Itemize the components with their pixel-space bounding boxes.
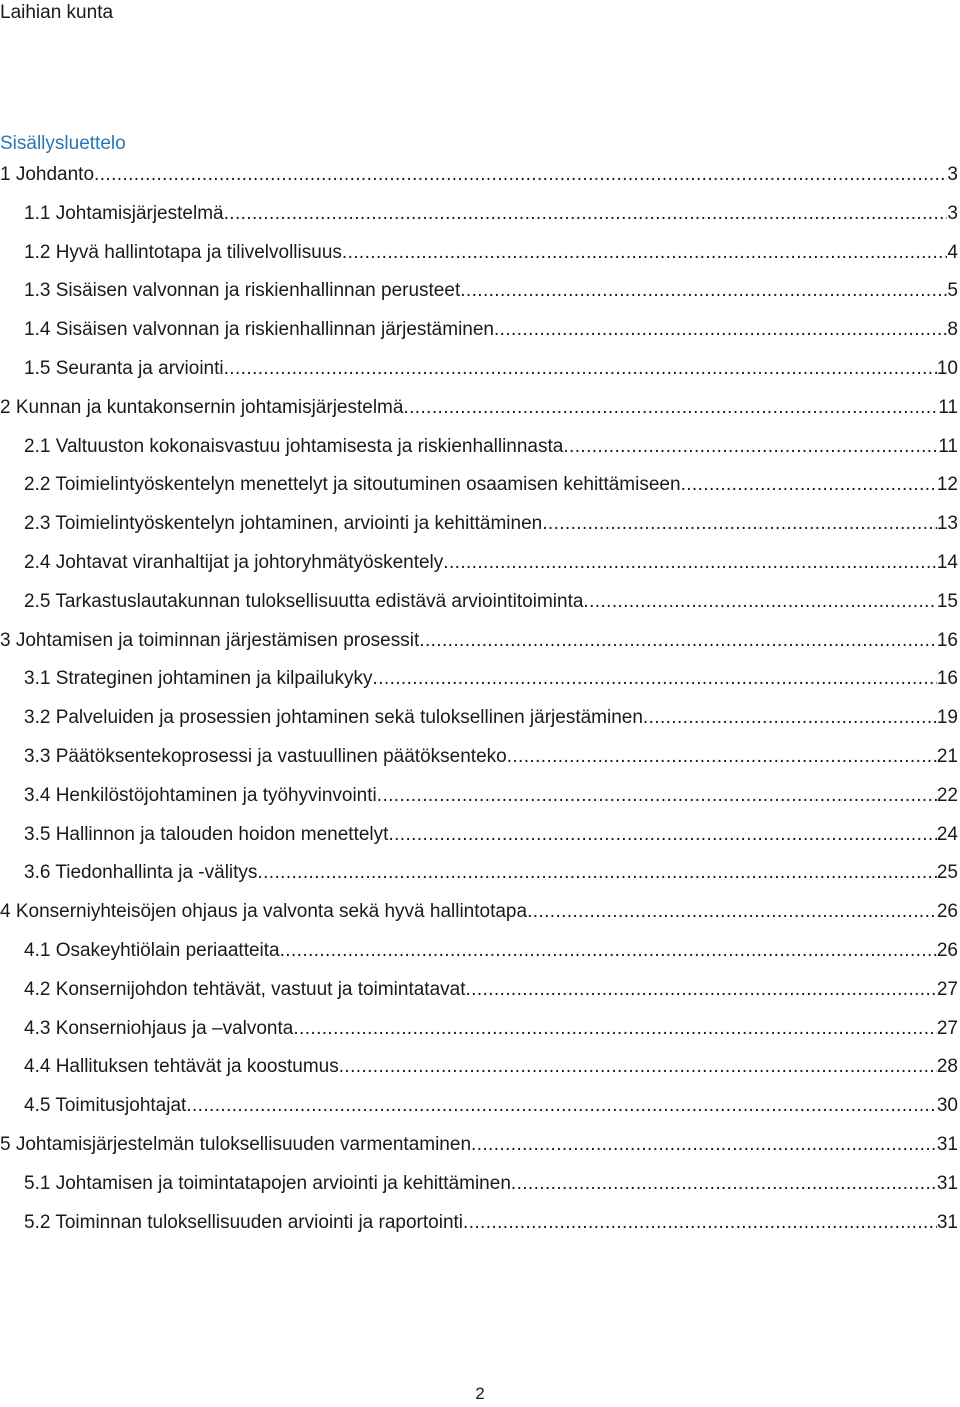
toc-entry-page: 16	[936, 668, 958, 690]
toc-entry-page: 25	[936, 862, 958, 884]
toc-entry-page: 11	[938, 396, 958, 418]
toc-dot-leader	[507, 744, 937, 770]
toc-entry-page: 31	[936, 1172, 958, 1194]
toc-entry-page: 16	[936, 629, 958, 651]
toc-entry-text: 2.3 Toimielintyöskentelyn johtaminen, arviointi ja kehittäminen	[24, 513, 543, 535]
toc-entry[interactable]	[0, 666, 958, 705]
toc-dot-leader	[643, 705, 937, 731]
toc-entry-page: 24	[936, 823, 958, 845]
toc-dot-leader	[471, 1132, 937, 1158]
toc-entry-text: 2.1 Valtuuston kokonaisvastuu johtamisesta ja riskienhallinnasta	[24, 435, 564, 457]
toc-entry-text: 5 Johtamisjärjestelmän tuloksellisuuden varmentaminen	[0, 1133, 472, 1155]
toc-entry-page: 31	[936, 1133, 958, 1155]
toc-dot-leader	[94, 162, 947, 188]
toc-dot-leader	[373, 666, 937, 692]
toc-entry-text: 3.2 Palveluiden ja prosessien johtaminen sekä tuloksellinen järjestäminen	[24, 707, 643, 729]
toc-entry[interactable]	[0, 783, 958, 822]
toc-entry[interactable]	[0, 472, 958, 511]
toc-entry-page: 4	[947, 241, 958, 263]
toc-entry[interactable]	[0, 628, 958, 667]
toc-entry[interactable]	[0, 356, 958, 395]
toc-entry-text: 1.5 Seuranta ja arviointi	[24, 357, 224, 379]
toc-entry[interactable]	[0, 511, 958, 550]
toc-entry-text: 5.2 Toiminnan tuloksellisuuden arviointi ja raportointi	[24, 1211, 464, 1233]
toc-entry-page: 12	[936, 474, 958, 496]
toc-title: Sisällysluettelo	[0, 133, 126, 154]
toc-entry-text: 4.5 Toimitusjohtajat	[24, 1095, 187, 1117]
toc-entry-page: 8	[947, 319, 958, 341]
toc-entry-text: 1.1 Johtamisjärjestelmä	[24, 202, 224, 224]
toc-dot-leader	[280, 938, 937, 964]
toc-entry[interactable]	[0, 201, 958, 240]
toc-entry-page: 13	[936, 513, 958, 535]
toc-entry[interactable]	[0, 899, 958, 938]
toc-entry-text: 2.2 Toimielintyöskentelyn menettelyt ja sitoutuminen osaamisen kehittämiseen	[24, 474, 681, 496]
toc-entry-text: 2.4 Johtavat viranhaltijat ja johtoryhmätyöskentely	[24, 551, 444, 573]
toc-entry[interactable]	[0, 1171, 958, 1210]
toc-entry[interactable]	[0, 822, 958, 861]
toc-entry[interactable]	[0, 162, 958, 201]
toc-entry-text: 4.1 Osakeyhtiölain periaatteita	[24, 939, 280, 961]
toc-entry-page: 27	[936, 1017, 958, 1039]
toc-entry[interactable]	[0, 434, 958, 473]
toc-entry-text: 1 Johdanto	[0, 164, 95, 185]
toc-entry[interactable]	[0, 1210, 958, 1249]
toc-dot-leader	[527, 899, 937, 925]
table-of-contents	[0, 162, 958, 1248]
toc-dot-leader	[293, 1016, 937, 1042]
toc-dot-leader	[443, 550, 937, 576]
toc-entry[interactable]	[0, 705, 958, 744]
toc-dot-leader	[542, 511, 937, 537]
toc-dot-leader	[681, 472, 937, 498]
toc-entry[interactable]	[0, 860, 958, 899]
toc-entry-page: 10	[936, 357, 958, 379]
toc-entry-page: 19	[936, 707, 958, 729]
document-header: Laihian kunta	[0, 2, 114, 23]
toc-entry-text: 3.3 Päätöksentekoprosessi ja vastuullinen päätöksenteko	[24, 745, 507, 767]
toc-dot-leader	[186, 1093, 937, 1119]
toc-dot-leader	[563, 434, 938, 460]
toc-dot-leader	[388, 822, 936, 848]
toc-entry[interactable]	[0, 1016, 958, 1055]
toc-entry-text: 3.6 Tiedonhallinta ja -välitys	[24, 862, 258, 884]
toc-dot-leader	[377, 783, 937, 809]
toc-dot-leader	[224, 201, 948, 227]
toc-entry-page: 27	[936, 978, 958, 1000]
toc-entry-text: 1.4 Sisäisen valvonnan ja riskienhallinnan järjestäminen	[24, 319, 494, 341]
toc-entry-text: 5.1 Johtamisen ja toimintatapojen arviointi ja kehittäminen	[24, 1172, 511, 1194]
toc-entry-page: 21	[936, 745, 958, 767]
toc-dot-leader	[342, 240, 948, 266]
toc-entry-page: 5	[947, 280, 958, 302]
toc-entry[interactable]	[0, 977, 958, 1016]
toc-dot-leader	[494, 317, 947, 343]
toc-entry-text: 4.3 Konserniohjaus ja –valvonta	[24, 1017, 294, 1039]
toc-entry[interactable]	[0, 744, 958, 783]
toc-entry-page: 14	[936, 551, 958, 573]
toc-dot-leader	[257, 860, 936, 886]
toc-entry-page: 11	[938, 435, 958, 457]
toc-entry-page: 31	[936, 1211, 958, 1233]
toc-dot-leader	[339, 1054, 937, 1080]
toc-entry-text: 3 Johtamisen ja toiminnan järjestämisen prosessit	[0, 629, 420, 651]
toc-entry[interactable]	[0, 395, 958, 434]
toc-entry-text: 1.3 Sisäisen valvonnan ja riskienhallinnan perusteet	[24, 280, 461, 302]
toc-entry-page: 28	[936, 1056, 958, 1078]
toc-entry[interactable]	[0, 938, 958, 977]
toc-entry-text: 3.1 Strateginen johtaminen ja kilpailukyky	[24, 668, 373, 690]
toc-entry[interactable]	[0, 317, 958, 356]
toc-entry-page: 30	[936, 1095, 958, 1117]
toc-entry[interactable]	[0, 240, 958, 279]
toc-entry-page: 22	[936, 784, 958, 806]
toc-entry-page: 15	[936, 590, 958, 612]
toc-dot-leader	[460, 278, 947, 304]
toc-entry-page: 3	[947, 164, 958, 185]
toc-dot-leader	[419, 628, 937, 654]
toc-entry-text: 4.2 Konsernijohdon tehtävät, vastuut ja toimintatavat	[24, 978, 466, 1000]
toc-entry-text: 3.5 Hallinnon ja talouden hoidon menettelyt	[24, 823, 389, 845]
toc-entry[interactable]	[0, 1132, 958, 1171]
toc-dot-leader	[403, 395, 938, 421]
toc-dot-leader	[463, 1210, 937, 1236]
toc-entry[interactable]	[0, 589, 958, 628]
toc-entry-text: 2 Kunnan ja kuntakonsernin johtamisjärjestelmä	[0, 396, 404, 418]
toc-dot-leader	[511, 1171, 937, 1197]
toc-entry[interactable]	[0, 550, 958, 589]
toc-entry-page: 26	[936, 939, 958, 961]
toc-entry[interactable]	[0, 1093, 958, 1132]
toc-entry-text: 1.2 Hyvä hallintotapa ja tilivelvollisuus	[24, 241, 342, 263]
toc-entry[interactable]	[0, 1054, 958, 1093]
toc-entry-text: 2.5 Tarkastuslautakunnan tuloksellisuutta edistävä arviointitoiminta	[24, 590, 584, 612]
toc-entry-text: 4 Konserniyhteisöjen ohjaus ja valvonta sekä hyvä hallintotapa	[0, 901, 528, 923]
toc-entry-page: 26	[936, 901, 958, 923]
toc-entry-text: 4.4 Hallituksen tehtävät ja koostumus	[24, 1056, 339, 1078]
toc-dot-leader	[583, 589, 936, 615]
toc-dot-leader	[224, 356, 937, 382]
toc-entry[interactable]	[0, 278, 958, 317]
toc-entry-text: 3.4 Henkilöstöjohtaminen ja työhyvinvointi	[24, 784, 377, 806]
toc-entry-page: 3	[947, 202, 958, 224]
page-number: 2	[475, 1384, 485, 1403]
toc-dot-leader	[466, 977, 937, 1003]
